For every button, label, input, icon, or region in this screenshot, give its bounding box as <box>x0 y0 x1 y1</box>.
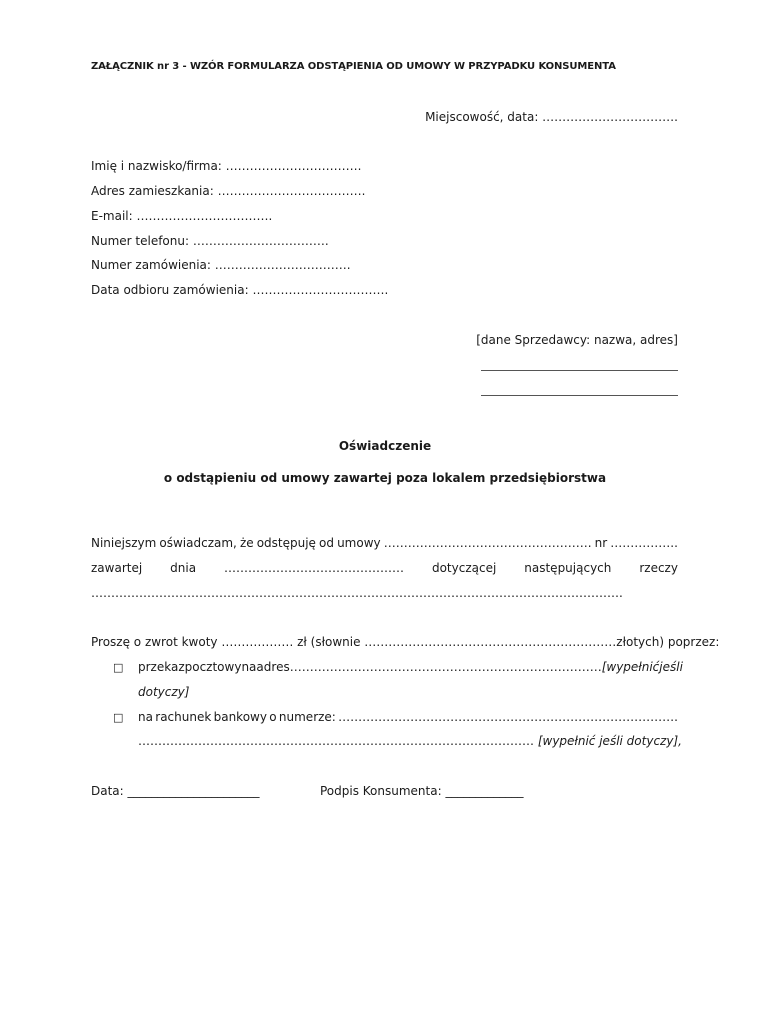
account-number-blank: …………………………………………………………………………. <box>338 710 678 724</box>
bank-account-option <box>138 710 678 724</box>
option-word: rachunek <box>155 710 212 724</box>
postal-transfer-option <box>138 660 683 674</box>
statement-word: umowy <box>337 536 381 550</box>
statement-word: Niniejszym <box>91 536 157 550</box>
postal-option-note: dotyczy] <box>138 685 190 699</box>
seller-line-2 <box>481 395 678 396</box>
seller-line-1 <box>481 370 678 371</box>
checkbox-bank-icon: □ <box>113 711 124 724</box>
option-word: numerze: <box>278 710 336 724</box>
statement-subtitle: o odstąpieniu od umowy zawartej poza lokalem przedsiębiorstwa <box>163 471 607 485</box>
option-word: adres <box>256 660 290 674</box>
statement-word: odstępuję <box>256 536 316 550</box>
statement-word: że <box>239 536 254 550</box>
place-date-field: Miejscowość, data: ……………………………. <box>425 110 678 124</box>
statement-line-2 <box>91 561 678 575</box>
order-number-field: Numer zamówienia: ……………………………. <box>91 258 351 272</box>
seller-data-label: [dane Sprzedawcy: nazwa, adres] <box>476 333 678 347</box>
option-word: bankowy <box>213 710 267 724</box>
email-field: E-mail: ……………………………. <box>91 209 273 223</box>
option-word: o <box>269 710 277 724</box>
statement-word: oświadczam, <box>159 536 237 550</box>
option-word: na <box>241 660 257 674</box>
statement-word: nr <box>594 536 608 550</box>
bank-option-note: [wypełnić jeśli dotyczy], <box>537 734 682 748</box>
document-title: ZAŁĄCZNIK nr 3 - WZÓR FORMULARZA ODSTĄPIENIA OD UMOWY W PRZYPADKU KONSUMENTA <box>91 61 616 72</box>
postal-address-blank: …………………………………………………………………… <box>289 660 602 674</box>
statement-word: dotyczącej <box>431 561 497 575</box>
refund-request-line: Proszę o zwrot kwoty ……………… zł (słownie ………………………………………………………złotych) poprzez: <box>91 635 720 649</box>
statement-line-1 <box>91 536 678 550</box>
option-note-word: jeśli <box>659 660 683 674</box>
option-word: przekaz <box>138 660 185 674</box>
items-blank-line: ……………………………………………………………………………………………………………………. <box>91 586 623 600</box>
address-field: Adres zamieszkania: ………………………………. <box>91 184 366 198</box>
statement-word: od <box>319 536 334 550</box>
statement-word: następujących <box>524 561 612 575</box>
option-word: pocztowy <box>184 660 242 674</box>
checkbox-postal-icon: □ <box>113 661 124 674</box>
option-word: na <box>138 710 153 724</box>
contract-date-blank: ……………………………………… <box>224 561 405 575</box>
statement-title: Oświadczenie <box>338 439 432 453</box>
contract-blank: ……………………………………………. <box>383 536 592 550</box>
phone-field: Numer telefonu: ……………………………. <box>91 234 329 248</box>
name-field: Imię i nazwisko/firma: ……………………………. <box>91 159 362 173</box>
order-pickup-date-field: Data odbioru zamówienia: ……………………………. <box>91 283 389 297</box>
bank-option-continuation <box>138 734 682 748</box>
statement-word: dnia <box>170 561 197 575</box>
date-signature-field: Data: ______________________ <box>91 784 260 798</box>
consumer-signature-field: Podpis Konsumenta: _____________ <box>320 784 524 798</box>
contract-number-blank: …………….. <box>610 536 678 550</box>
statement-word: rzeczy <box>639 561 678 575</box>
account-number-blank-cont: ……………………………………………………………………………………… <box>138 734 538 748</box>
statement-word: zawartej <box>91 561 143 575</box>
option-note-word: [wypełnić <box>601 660 660 674</box>
